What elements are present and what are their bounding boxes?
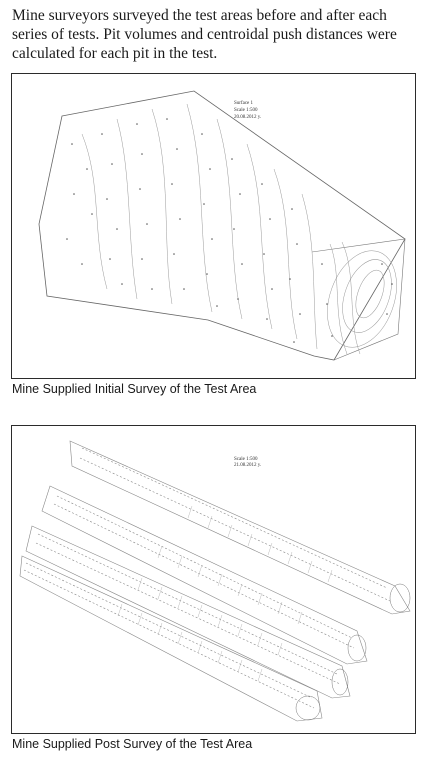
initial-survey-drawing [12, 74, 415, 378]
intro-paragraph: Mine surveyors surveyed the test areas before and after each series of tests. Pit volumes and centroidal push distances were calculated for each pit in the test. [12, 7, 397, 62]
legend-line-surface: Surface 1 [234, 101, 254, 106]
survey-points [66, 118, 393, 343]
survey-boundary [39, 91, 405, 360]
pit-strips [20, 441, 410, 721]
legend-line-scale: Scale 1:500 [234, 457, 258, 462]
post-survey-caption: Mine Supplied Post Survey of the Test Area [12, 737, 253, 751]
legend-line-date: 20.08.2012 y. [234, 115, 262, 120]
survey-boundary-lobe [312, 239, 405, 360]
initial-survey-caption: Mine Supplied Initial Survey of the Test Area [12, 382, 257, 396]
initial-survey-map [11, 73, 416, 379]
post-survey-map [11, 425, 416, 734]
legend-line-date: 21.08.2012 y. [234, 463, 262, 468]
contour-lines [82, 104, 409, 357]
pit-hatch [118, 506, 332, 681]
post-survey-drawing [12, 426, 415, 733]
strip-end-caps [296, 584, 410, 720]
legend-line-scale: Scale 1:500 [234, 108, 258, 113]
